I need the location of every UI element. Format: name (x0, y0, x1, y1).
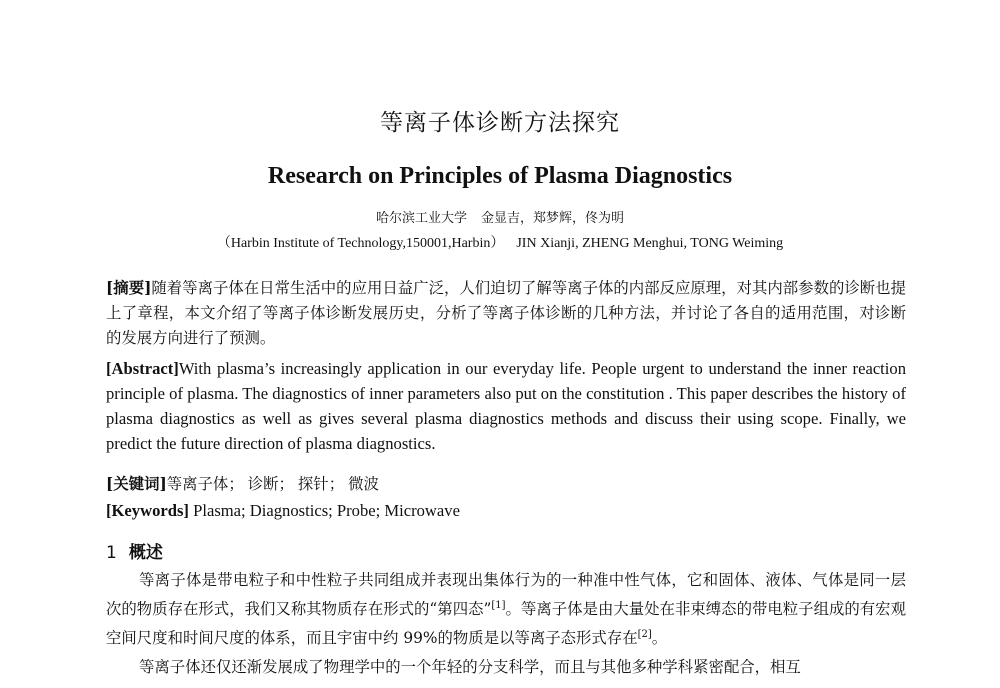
keywords-chinese (106, 472, 906, 497)
author-names-english: JIN Xianji, ZHENG Menghui, TONG Weiming (516, 236, 784, 251)
paragraph-text: 等离子体是带电粒子和中性粒子共同组成并表现出集体行为的一种准中性气体，它和固体、液体、气体是同一层次的物质存在形式，我们又称其物质存在形式的“第四态” (106, 571, 906, 618)
keyword-item: 微波 (348, 475, 379, 493)
citation-link[interactable]: [2] (637, 628, 652, 640)
abstract-chinese (106, 276, 906, 351)
keyword-item: 等离子体； (166, 475, 244, 493)
keywords-english-label: [Keywords] (106, 501, 189, 520)
abstract-chinese-label: [摘要] (106, 279, 152, 297)
paragraph-text: 。 (651, 629, 668, 647)
author-names-chinese: 金显吉，郑梦辉，佟为明 (481, 211, 625, 226)
abstract-english (106, 356, 906, 456)
keywords-english (106, 498, 906, 523)
authors-chinese (0, 207, 1000, 226)
keyword-item: 诊断； (247, 475, 294, 493)
keyword-item: 探针； (297, 475, 345, 493)
section-heading (106, 538, 163, 563)
paragraph-partial: 等离子体还仅还渐发展成了物理学中的一个年轻的分支科学，而且与其他多种学科紧密配合，相互 (139, 658, 801, 676)
keywords-chinese-label: [关键词] (106, 475, 167, 493)
abstract-english-label: [Abstract] (106, 359, 179, 378)
paragraph (106, 566, 906, 653)
title-english: Research on Principles of Plasma Diagnostics (267, 163, 733, 189)
abstract-chinese-text: 随着等离子体在日常生活中的应用日益广泛，人们迫切了解等离子体的内部反应原理，对其内部参数的诊断也提上了章程，本文介绍了等离子体诊断发展历史，分析了等离子体诊断的几种方法，并讨论了各自的适用范围，对诊断的发展方向进行了预测。 (106, 279, 906, 347)
abstract-english-text: With plasma’s increasingly application in our everyday life. People urgent to understand the inner reaction principle of plasma. The diagnostics of inner parameters also put on the constitution . This paper describes the history of plasma diagnostics as well as gives several plasma diagnostics methods and discuss their using scope. Finally, we predict the future direction of plasma diagnostics. (106, 359, 906, 453)
authors-english (0, 232, 1000, 252)
keywords-english-text: Plasma; Diagnostics; Probe; Microwave (193, 501, 460, 520)
section-title: 概述 (128, 543, 163, 563)
affiliation-chinese: 哈尔滨工业大学 (375, 211, 467, 226)
section-body (106, 566, 906, 682)
title-chinese: 等离子体诊断方法探究 (380, 110, 620, 136)
paragraph-text: 。等离子体是由大量处在非束缚态的带电粒子组成的有宏观空间尺度和时间尺度的体系，而且宇宙中约 99%的物质是以等离子态形式存在 (106, 600, 906, 647)
section-number: 1 (106, 543, 117, 563)
affiliation-english: （Harbin Institute of Technology,150001,Harbin） (216, 236, 505, 251)
citation-link[interactable]: [1] (491, 599, 506, 611)
